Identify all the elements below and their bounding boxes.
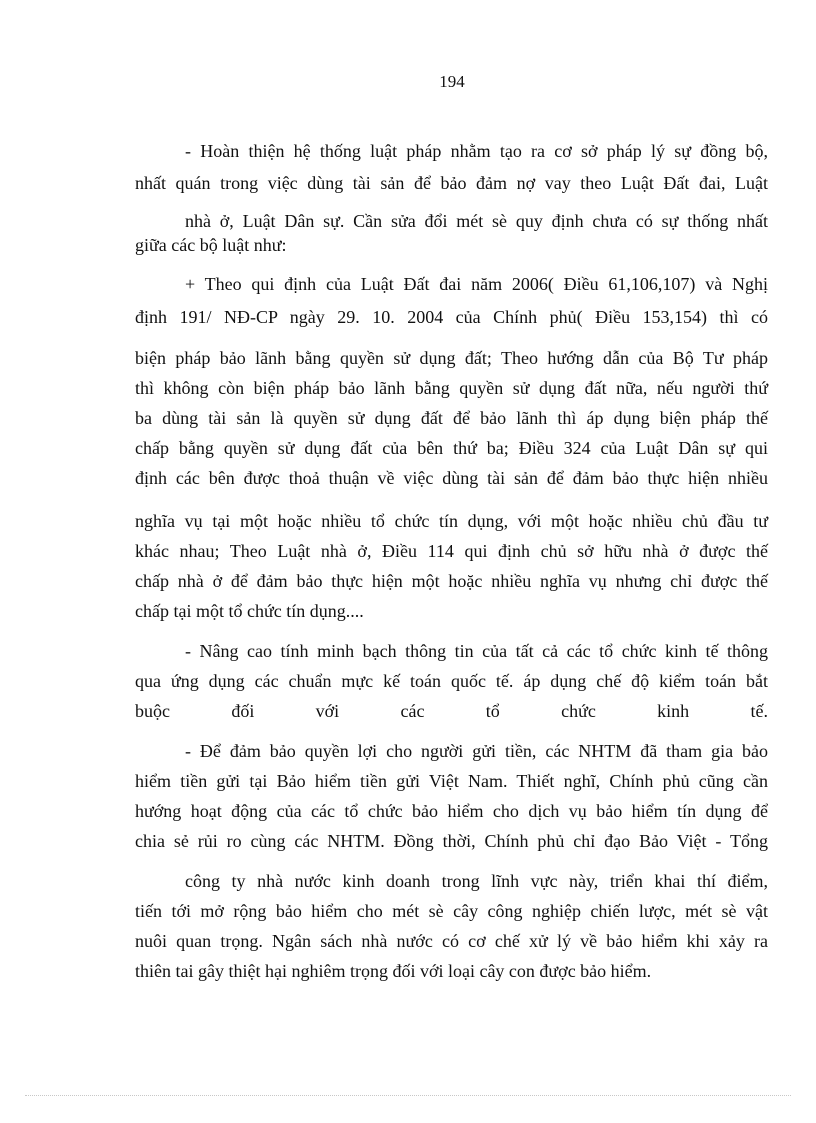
text-line: nghĩa vụ tại một hoặc nhiều tổ chức tín dụng, với một hoặc nhiều chủ đầu tư [135, 511, 768, 531]
text-line: - Để đảm bảo quyền lợi cho người gửi tiền, các NHTM đã tham gia bảo [185, 741, 768, 761]
text-line: định các bên được thoả thuận về việc dùng tài sản để đảm bảo thực hiện nhiều [135, 468, 768, 488]
text-line: - Hoàn thiện hệ thống luật pháp nhằm tạo ra cơ sở pháp lý sự đồng bộ, [185, 141, 768, 161]
text-line: khác nhau; Theo Luật nhà ở, Điều 114 qui định chủ sở hữu nhà ở được thế [135, 541, 768, 561]
text-line: nhà ở, Luật Dân sự. Cần sửa đổi mét sè quy định chưa có sự thống nhất [185, 211, 768, 231]
text-line: hướng hoạt động của các tổ chức bảo hiểm cho dịch vụ bảo hiểm tín dụng để [135, 801, 768, 821]
text-line: chấp tại một tổ chức tín dụng.... [135, 601, 364, 621]
text-line: - Nâng cao tính minh bạch thông tin của tất cả các tổ chức kinh tế thông [185, 641, 768, 661]
text-line: nhất quán trong việc dùng tài sản để bảo đảm nợ vay theo Luật Đất đai, Luật [135, 173, 768, 193]
text-line: buộc đối với các tổ chức kinh tế. [135, 701, 768, 721]
text-line: hiểm tiền gửi tại Bảo hiểm tiền gửi Việt Nam. Thiết nghĩ, Chính phủ cũng cần [135, 771, 768, 791]
text-line: thiên tai gây thiệt hại nghiêm trọng đối với loại cây con được bảo hiểm. [135, 961, 652, 981]
text-line: + Theo qui định của Luật Đất đai năm 2006( Điều 61,106,107) và Nghị [185, 274, 768, 294]
text-line: giữa các bộ luật như: [135, 235, 287, 255]
text-line: chấp nhà ở để đảm bảo thực hiện một hoặc nhiều nghĩa vụ nhưng chỉ được thế [135, 571, 768, 591]
text-line: qua ứng dụng các chuẩn mực kế toán quốc tế. áp dụng chế độ kiểm toán bắt [135, 671, 768, 691]
text-line: chấp bằng quyền sử dụng đất của bên thứ ba; Điều 324 của Luật Dân sự qui [135, 438, 768, 458]
text-line: định 191/ NĐ-CP ngày 29. 10. 2004 của Chính phủ( Điều 153,154) thì có [135, 307, 768, 327]
text-line: chia sẻ rủi ro cùng các NHTM. Đồng thời, Chính phủ chỉ đạo Bảo Việt - Tổng [135, 831, 768, 851]
text-line: tiến tới mở rộng bảo hiểm cho mét sè cây công nghiệp chiến lược, mét sè vật [135, 901, 768, 921]
page-number: 194 [439, 72, 465, 91]
text-line: ba dùng tài sản là quyền sử dụng đất để bảo lãnh thì áp dụng biện pháp thế [135, 408, 768, 428]
text-line: biện pháp bảo lãnh bằng quyền sử dụng đất; Theo hướng dẫn của Bộ Tư pháp [135, 348, 768, 368]
text-line: nuôi quan trọng. Ngân sách nhà nước có cơ chế xử lý về bảo hiểm khi xảy ra [135, 931, 768, 951]
page-bottom-divider [25, 1095, 791, 1096]
text-line: công ty nhà nước kinh doanh trong lĩnh vực này, triển khai thí điểm, [185, 871, 768, 891]
text-line: thì không còn biện pháp bảo lãnh bằng quyền sử dụng đất nữa, nếu người thứ [135, 378, 768, 398]
